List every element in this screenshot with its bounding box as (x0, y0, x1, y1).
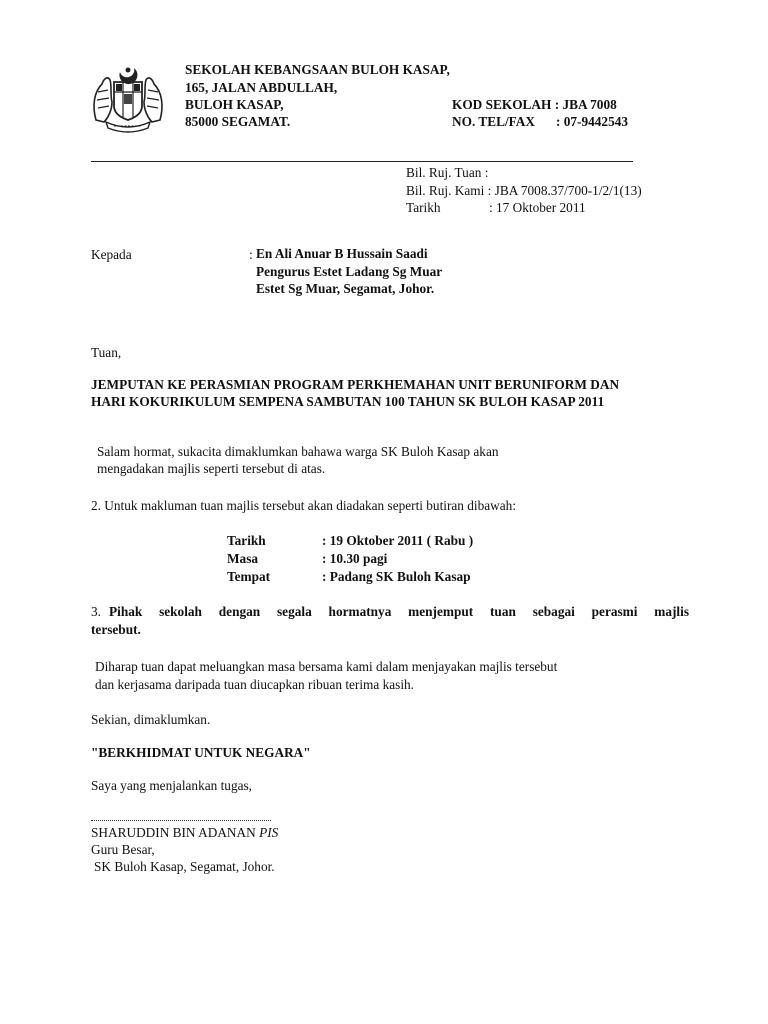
school-code: KOD SEKOLAH : JBA 7008 (452, 97, 617, 112)
signatory-name: SHARUDDIN BIN ADANAN (91, 825, 256, 840)
tel-fax-value: : 07-9442543 (556, 114, 629, 129)
letterhead-divider (91, 161, 633, 162)
detail-date-label: Tarikh (227, 533, 266, 548)
paragraph-1-line-1: Salam hormat, sukacita dimaklumkan bahawa warga SK Buloh Kasap akan (97, 444, 499, 459)
recipient-colon: : (249, 247, 253, 262)
closing-text: Sekian, dimaklumkan. (91, 712, 211, 727)
signatory-honorific: PIS (259, 825, 279, 840)
signatory-position: Guru Besar, (91, 842, 155, 857)
detail-time-value: : 10.30 pagi (322, 551, 388, 566)
address-line-2: BULOH KASAP, (185, 97, 284, 112)
subject-line-2: HARI KOKURIKULUM SEMPENA SAMBUTAN 100 TAHUN SK BULOH KASAP 2011 (91, 394, 605, 409)
tel-fax-label: NO. TEL/FAX (452, 114, 535, 129)
recipient-label: Kepada (91, 247, 132, 262)
detail-time-label: Masa (227, 551, 259, 566)
signatory-school: SK Buloh Kasap, Segamat, Johor. (94, 859, 275, 874)
paragraph-3-line-1: Pihak sekolah dengan segala hormatnya menjemput tuan sebagai perasmi majlis (109, 604, 689, 619)
recipient-address: Estet Sg Muar, Segamat, Johor. (256, 281, 435, 296)
address-line-3: 85000 SEGAMAT. (185, 114, 291, 129)
your-reference: Bil. Ruj. Tuan : (406, 165, 489, 180)
salutation: Tuan, (91, 345, 122, 360)
detail-place-value: : Padang SK Buloh Kasap (322, 569, 471, 584)
our-reference: Bil. Ruj. Kami : JBA 7008.37/700-1/2/1(13) (406, 183, 642, 198)
recipient-title: Pengurus Estet Ladang Sg Muar (256, 264, 443, 279)
coat-of-arms-logo (90, 62, 166, 134)
paragraph-3-number: 3. (91, 604, 101, 619)
signatory-name-line (91, 825, 278, 841)
date-value: : 17 Oktober 2011 (489, 200, 586, 215)
paragraph-4-line-2: dan kerjasama daripada tuan diucapkan ribuan terima kasih. (95, 677, 414, 692)
sign-intro: Saya yang menjalankan tugas, (91, 778, 252, 793)
paragraph-2: 2. Untuk makluman tuan majlis tersebut akan diadakan seperti butiran dibawah: (91, 498, 517, 513)
recipient-name: En Ali Anuar B Hussain Saadi (256, 246, 428, 261)
school-name: SEKOLAH KEBANGSAAN BULOH KASAP, (185, 62, 450, 77)
signature-line (91, 820, 271, 821)
paragraph-3-line-2: tersebut. (91, 622, 141, 637)
motto: "BERKHIDMAT UNTUK NEGARA" (91, 745, 311, 760)
address-line-1: 165, JALAN ABDULLAH, (185, 80, 338, 95)
detail-place-label: Tempat (227, 569, 271, 584)
paragraph-1-line-2: mengadakan majlis seperti tersebut di atas. (97, 461, 326, 476)
subject-line-1: JEMPUTAN KE PERASMIAN PROGRAM PERKHEMAHAN UNIT BERUNIFORM DAN (91, 377, 620, 392)
paragraph-4-line-1: Diharap tuan dapat meluangkan masa bersama kami dalam menjayakan majlis tersebut (95, 659, 558, 674)
date-label: Tarikh (406, 200, 441, 215)
detail-date-value: : 19 Oktober 2011 ( Rabu ) (322, 533, 474, 548)
